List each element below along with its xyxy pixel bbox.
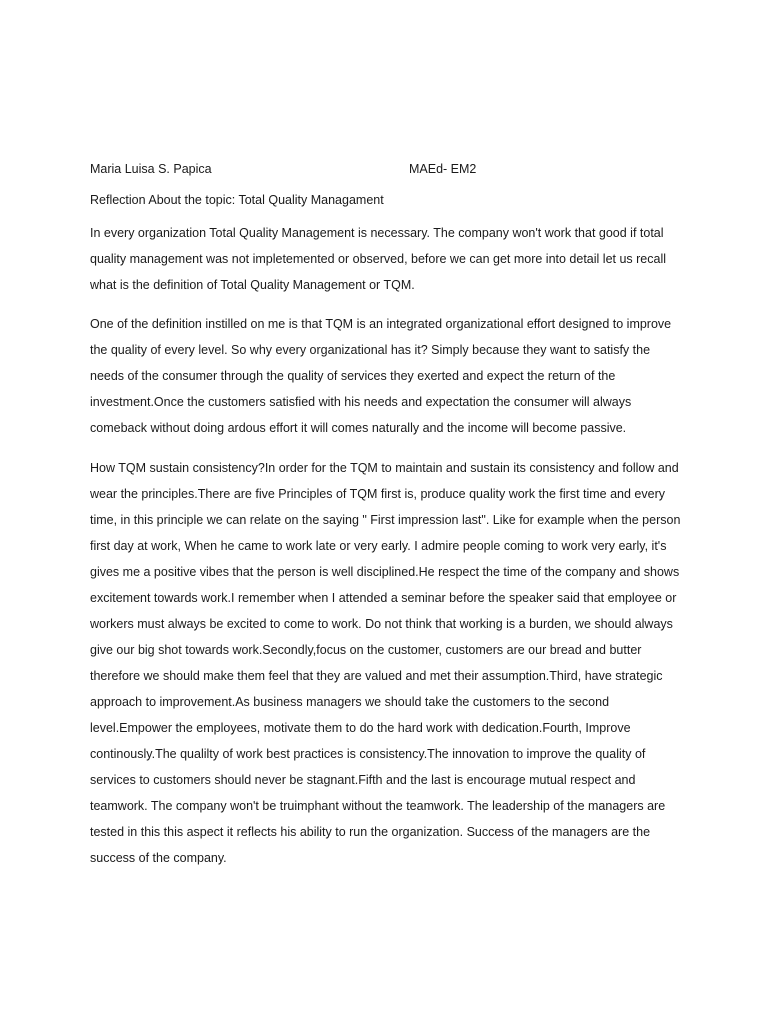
document-header [90, 159, 690, 179]
paragraph-2: One of the definition instilled on me is that TQM is an integrated organizational effort designed to improve the quality of every level. So why every organizational has it? Simply because they want to satisfy the needs of the consumer through the quality of services they exerted and expect the return of the investment.Once the customers satisfied with his needs and expectation the consumer will always comeback without doing ardous effort it will comes naturally and the income will become passive. [90, 317, 672, 435]
document-title: Reflection About the topic: Total Quality Managament [90, 193, 384, 207]
paragraph-3: How TQM sustain consistency?In order for the TQM to maintain and sustain its consistency and follow and wear the principles.There are five Principles of TQM first is, produce quality work the first time and every time, in this principle we can relate on the saying " First impression last". Like for example when the person first day at work, When he came to work late or very early. I admire people coming to work very early, it's gives me a positive vibes that the person is well disciplined.He respect the time of the company and shows excitement towards work.I remember when I attended a seminar before the speaker said that employee or workers must always be excited to come to work. Do not think that working is a burden, we should always give our big shot towards work.Secondly,focus on the customer, customers are our bread and butter therefore we should make them feel that they are valued and met their assumption.Third, have strategic approach to improvement.As business managers we should take the customers to the second level.Empower the employees, motivate them to do the hard work with dedication.Fourth, Improve continously.The qualilty of work best practices is consistency.The innovation to improve the quality of services to customers should never be stagnant.Fifth and the last is encourage mutual respect and teamwork. The company won't be truimphant without the teamwork. The leadership of the managers are tested in this this aspect it reflects his ability to run the organization. Success of the managers are the success of the company. [90, 461, 681, 865]
author-name: Maria Luisa S. Papica [90, 162, 212, 176]
program-code: MAEd- EM2 [409, 162, 477, 176]
paragraph-1: In every organization Total Quality Management is necessary. The company won't work that good if total quality management was not impletemented or observed, before we can get more into detail let us recall what is the definition of Total Quality Management or TQM. [90, 226, 667, 292]
